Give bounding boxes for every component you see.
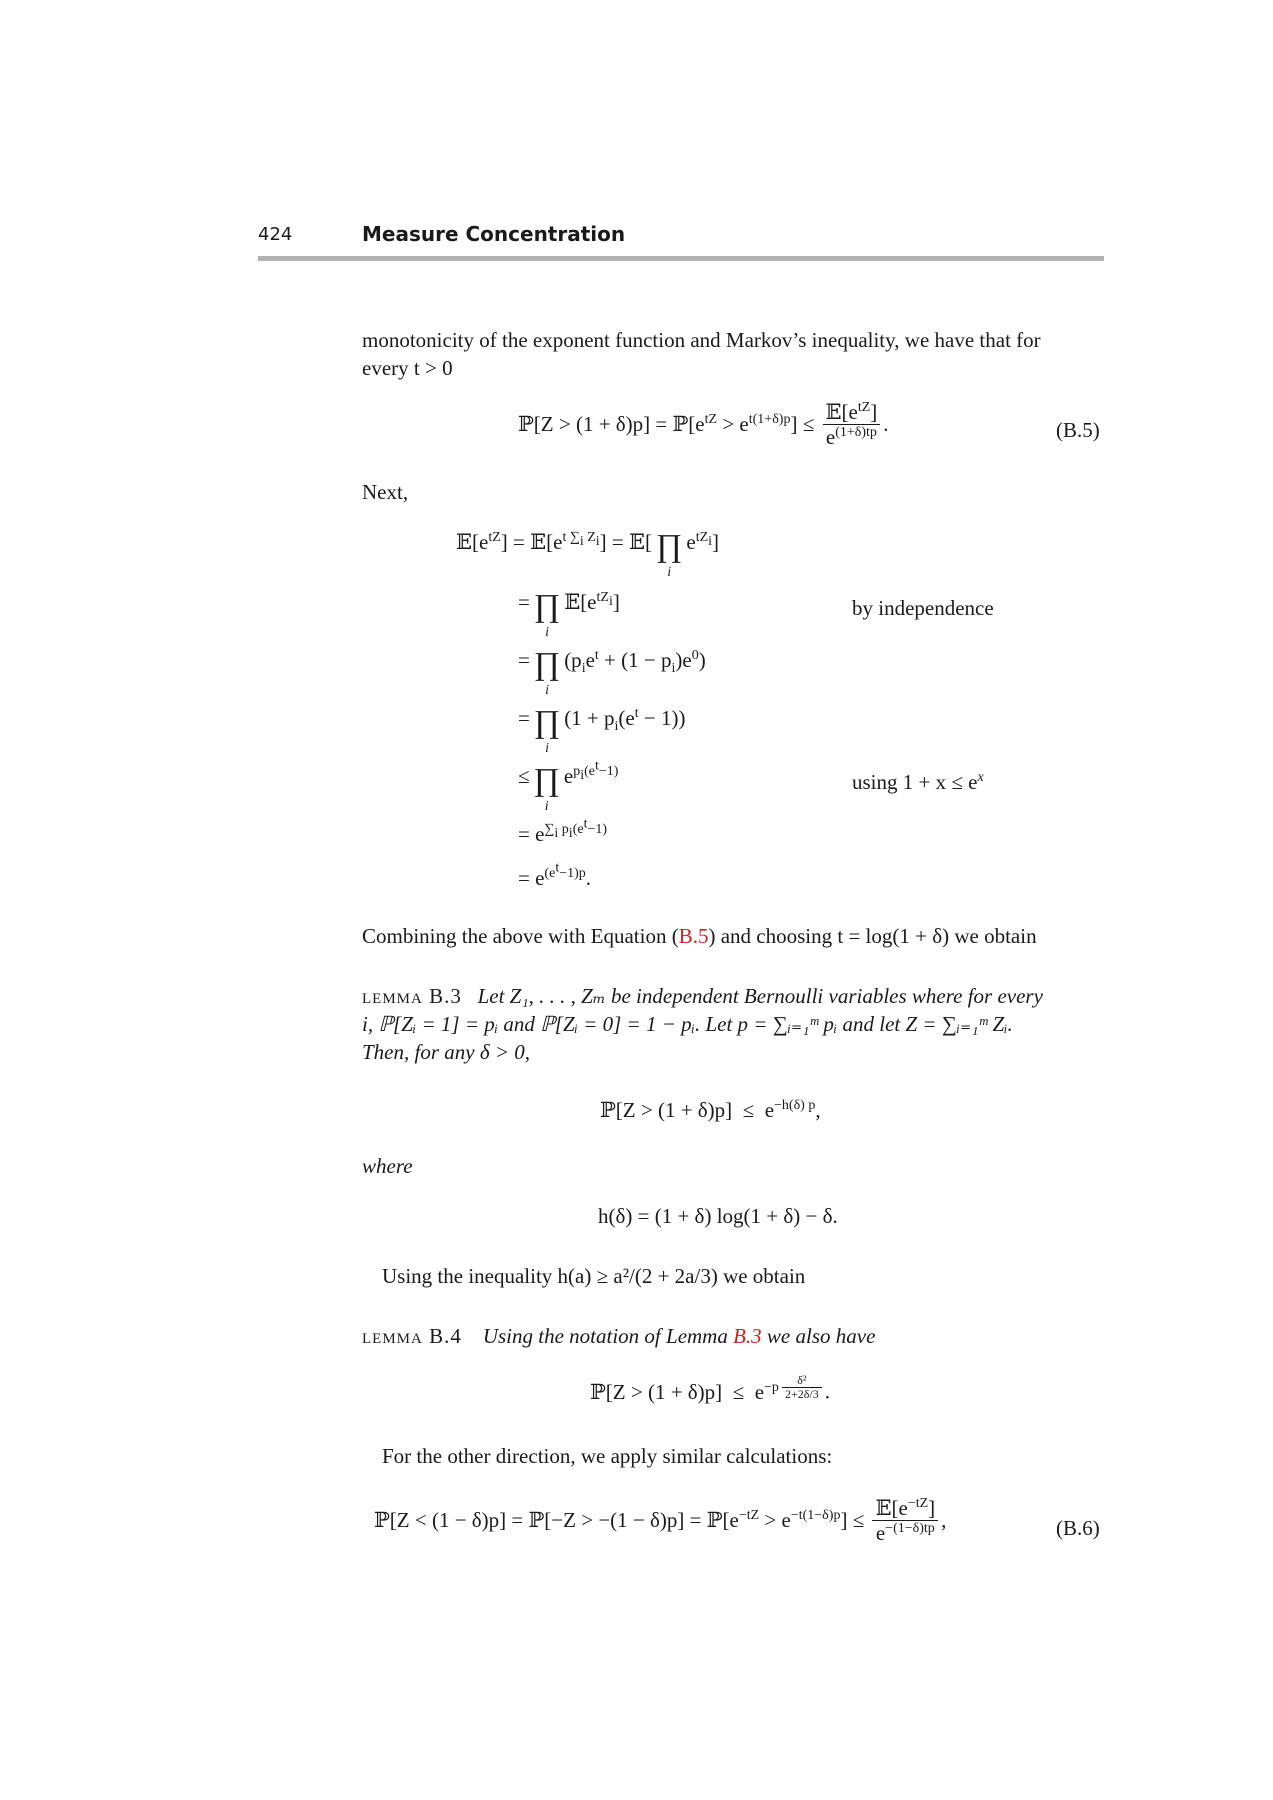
annotation-inequality: using $1 + x \le e^x$: [852, 770, 984, 794]
chapter-title: Measure Concentration: [362, 222, 626, 246]
lemma-b3-inequality: ℙ[Z > $(1 + \delta)p] \le e^{-h(\delta) p}$,: [600, 1098, 821, 1122]
lemma-b3-line-2: i, ℙ[Zᵢ = 1] = pᵢ and ℙ[Zᵢ = 0] = 1 − pᵢ. Let p = ∑ᵢ₌₁ᵐ pᵢ and let Z = ∑ᵢ₌₁ᵐ Zᵢ.: [362, 1012, 1013, 1036]
derivation-row-1: $𝔼[e^{tZ}]$ = $𝔼[e^{t \sum_i Z_i}]$ = 𝔼[ ∏ i $e^{tZ_i}$]: [456, 527, 720, 580]
lemma-b4-label: lemma B.4: [362, 1324, 462, 1348]
lemma-b3-line-3: Then, for any δ > 0,: [362, 1040, 531, 1064]
next-label: Next,: [362, 480, 409, 504]
eq-b5-lhs: ℙ[Z > $(1 + \delta)p] = ℙ[e^{tZ} > e^{t(1+\delta)p}]$ ≤: [518, 412, 815, 436]
where-label: where: [362, 1154, 413, 1178]
h-definition: h(δ) = (1 + δ) log(1 + δ) − δ.: [598, 1204, 838, 1228]
equation-label-b5: (B.5): [1056, 418, 1100, 442]
lemma-b3-label: lemma B.3: [362, 984, 462, 1008]
lemma-b4-line: lemma B.4 Using the notation of Lemma B.3 we also have: [362, 1324, 876, 1348]
page-number: 424: [258, 224, 293, 245]
derivation-row-6: = $e^{\sum_i p_i(e^t-1)}$: [518, 816, 608, 846]
intro-line-2: every t > 0: [362, 356, 453, 380]
equation-b5: ℙ[Z > $(1 + \delta)p] = ℙ[e^{tZ} > e^{t(1+\delta)p}]$ ≤ $\frac{𝔼[e^{tZ}]}{e^{(1+\delta)tp}}$ .: [518, 400, 889, 449]
intro-line-1: monotonicity of the exponent function and Markov’s inequality, we have that for: [362, 328, 1041, 352]
annotation-independence: by independence: [852, 596, 994, 620]
derivation-row-3: = ∏ i $(p_ie^t + (1 - p_i)e^0)$: [518, 645, 706, 698]
ref-b3-link[interactable]: B.3: [733, 1324, 762, 1348]
lemma-b3-line-1: lemma B.3 Let Z₁, . . . , Zₘ be independent Bernoulli variables where for every: [362, 984, 1043, 1008]
other-direction-text: For the other direction, we apply similar calculations:: [382, 1444, 833, 1468]
eq-b5-fraction: $\frac{𝔼[e^{tZ}]}{e^{(1+\delta)tp}}$: [823, 400, 881, 449]
lemma-b4-inequality: ℙ[Z > $(1 + \delta)p] \le e^{-p}$ $\frac{\text{δ²}}{2+2\delta/3}$ .: [590, 1373, 830, 1404]
derivation-row-7: = $e^{(e^t-1)p}$.: [518, 860, 592, 890]
header-rule: [258, 256, 1104, 261]
derivation-row-5: ≤ ∏ i $e^{p_i(e^t-1)}$: [518, 758, 619, 814]
derivation-row-2: = ∏ i $𝔼[e^{tZ_i}]$: [518, 587, 620, 640]
equation-label-b6: (B.6): [1056, 1516, 1100, 1540]
ref-b5-link[interactable]: B.5: [678, 924, 709, 948]
combining-text: Combining the above with Equation (B.5) and choosing t = log(1 + δ) we obtain: [362, 924, 1037, 948]
derivation-row-4: = ∏ i $(1 + p_i(e^t - 1))$: [518, 703, 686, 756]
using-inequality-text: Using the inequality h(a) ≥ a²/(2 + 2a/3) we obtain: [382, 1264, 806, 1288]
eq-b6-fraction: $\frac{𝔼[e^{-tZ}]}{e^{-(1-\delta)tp}}$: [872, 1496, 938, 1545]
equation-b6: ℙ[Z < (1 − δ)p] = ℙ[−Z > $-(1 - \delta)p] = ℙ[e^{-tZ} > e^{-t(1-\delta)p}]$ ≤ $\frac{𝔼[e^{-tZ}]}{e^{-(1-\delta)tp}}$ ,: [374, 1496, 947, 1545]
